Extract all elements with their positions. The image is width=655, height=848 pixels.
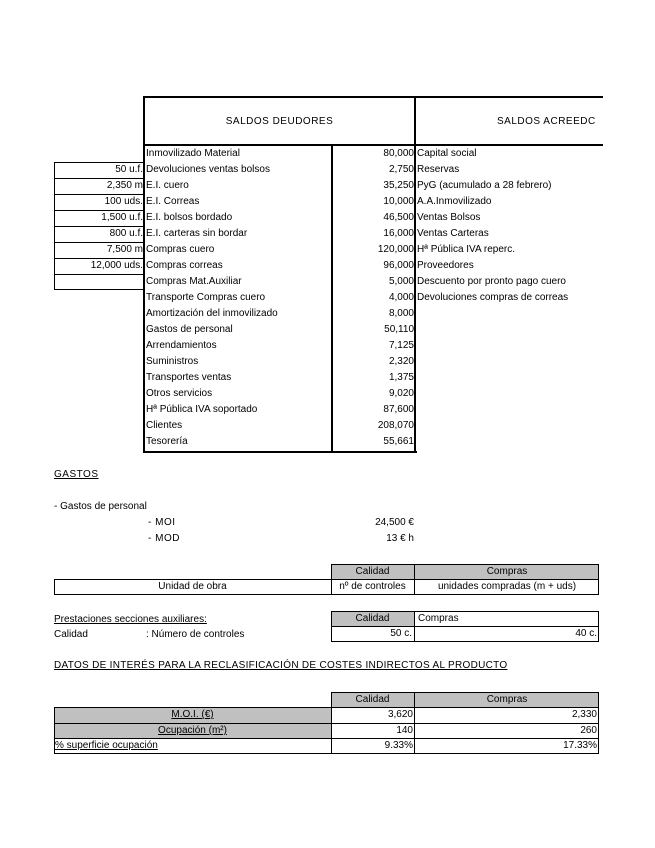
debit-amount: 2,750 [388,164,414,175]
debit-qty: 1,500 u.f. [101,212,143,223]
debit-label: E.I. Correas [146,196,200,207]
debit-amount: 50,110 [384,324,414,335]
reclasificacion-row-label: M.O.I. (€) [171,709,214,720]
debit-amount: 5,000 [388,276,414,287]
debit-amount: 2,320 [388,356,414,367]
debit-qty: 800 u.f. [109,228,143,239]
credit-label: Ventas Bolsos [417,212,481,223]
debit-amount: 9,020 [388,388,414,399]
debit-qty: 100 uds. [104,196,143,207]
debit-amount: 10,000 [383,196,414,207]
credit-label: Proveedores [417,260,474,271]
moi-label: - MOI [148,517,176,528]
credit-label: Capital social [417,148,477,159]
reclasificacion-col-compras: Compras [486,694,528,705]
prestaciones-row-desc: : Número de controles [146,629,245,640]
debit-amount: 87,600 [383,404,414,415]
credit-label: Devoluciones compras de correas [417,292,569,303]
debit-amount: 120,000 [377,244,414,255]
qty-divider [54,274,144,275]
reclasificacion-calidad-value: 140 [396,725,413,736]
ledger-bottom-border [143,451,417,453]
debit-amount: 1,375 [388,372,414,383]
debit-amount: 16,000 [383,228,414,239]
debit-label: Gastos de personal [146,324,233,335]
debit-label: Devoluciones ventas bolsos [146,164,270,175]
debit-label: Compras cuero [146,244,215,255]
debit-label: Inmovilizado Material [146,148,240,159]
debit-label: Clientes [146,420,183,431]
debit-qty: 2,350 m [106,180,143,191]
moi-value: 24,500 € [375,517,414,528]
debit-label: Transporte Compras cuero [146,292,266,303]
debit-amount: 80,000 [383,148,414,159]
debit-label: Amortización del inmovilizado [146,308,278,319]
unidad-obra-label: Unidad de obra [158,581,227,592]
reclasificacion-calidad-value: 9.33% [384,740,413,751]
unidad-obra-col-compras: Compras [486,566,528,577]
credit-label: Reservas [417,164,460,175]
debit-label: Tesorería [146,436,188,447]
prestaciones-title: Prestaciones secciones auxiliares: [54,614,207,625]
debit-label: E.I. cuero [146,180,189,191]
unidad-obra-calidad: nº de controles [339,581,406,592]
prestaciones-col-calidad: Calidad [355,613,390,624]
mod-label: - MOD [148,533,180,544]
credit-label: A.A.Inmovilizado [417,196,492,207]
unidad-obra-col-calidad: Calidad [355,566,390,577]
debit-label: Hª Pública IVA soportado [146,404,258,415]
debit-amount: 7,125 [388,340,414,351]
gastos-title: GASTOS [54,469,99,480]
debit-header: SALDOS DEUDORES [225,116,334,127]
reclasificacion-compras-value: 2,330 [571,709,597,720]
debit-amount: 35,250 [383,180,414,191]
debit-amount: 8,000 [388,308,414,319]
debit-amount: 4,000 [388,292,414,303]
mod-value: 13 € h [386,533,414,544]
credit-label: PyG (acumulado a 28 febrero) [417,180,552,191]
unidad-obra-compras: unidades compradas (m + uds) [437,581,577,592]
prestaciones-compras-value: 40 c. [575,628,597,639]
debit-amount: 96,000 [383,260,414,271]
prestaciones-row-label: Calidad [54,629,88,640]
debit-label: Otros servicios [146,388,213,399]
debit-amount: 208,070 [377,420,414,431]
gastos-personal-label: - Gastos de personal [54,501,147,512]
credit-header: SALDOS ACREEDC [497,116,596,127]
prestaciones-calidad-value: 50 c. [390,628,412,639]
debit-qty: 12,000 uds. [90,260,143,271]
debit-label: Compras correas [146,260,223,271]
debit-amount: 55,661 [383,436,414,447]
reclasificacion-title: DATOS DE INTERÉS PARA LA RECLASIFICACIÓN DE COSTES INDIRECTOS AL PRODUCTO [54,660,508,671]
prestaciones-col-compras: Compras [418,613,459,624]
reclasificacion-calidad-value: 3,620 [387,709,413,720]
debit-amount: 46,500 [383,212,414,223]
reclasificacion-col-calidad: Calidad [355,694,390,705]
ledger-center-divider [414,146,416,452]
credit-label: Descuento por pronto pago cuero [417,276,566,287]
debit-label: Arrendamientos [146,340,217,351]
credit-label: Hª Pública IVA reperc. [417,244,516,255]
reclasificacion-compras-value: 17.33% [563,740,597,751]
reclasificacion-row-label: Ocupación (m²) [158,725,227,736]
debit-label: E.I. bolsos bordado [146,212,233,223]
reclasificacion-row-label: % superficie ocupación [55,740,158,751]
ledger-header-divider [414,96,416,146]
credit-label: Ventas Carteras [417,228,489,239]
reclasificacion-compras-value: 260 [580,725,597,736]
debit-label: E.I. carteras sin bordar [146,228,248,239]
debit-qty: 7,500 m [106,244,143,255]
debit-label: Compras Mat.Auxiliar [146,276,242,287]
debit-label: Transportes ventas [146,372,232,383]
debit-qty: 50 u.f. [115,164,143,175]
debit-label: Suministros [146,356,199,367]
